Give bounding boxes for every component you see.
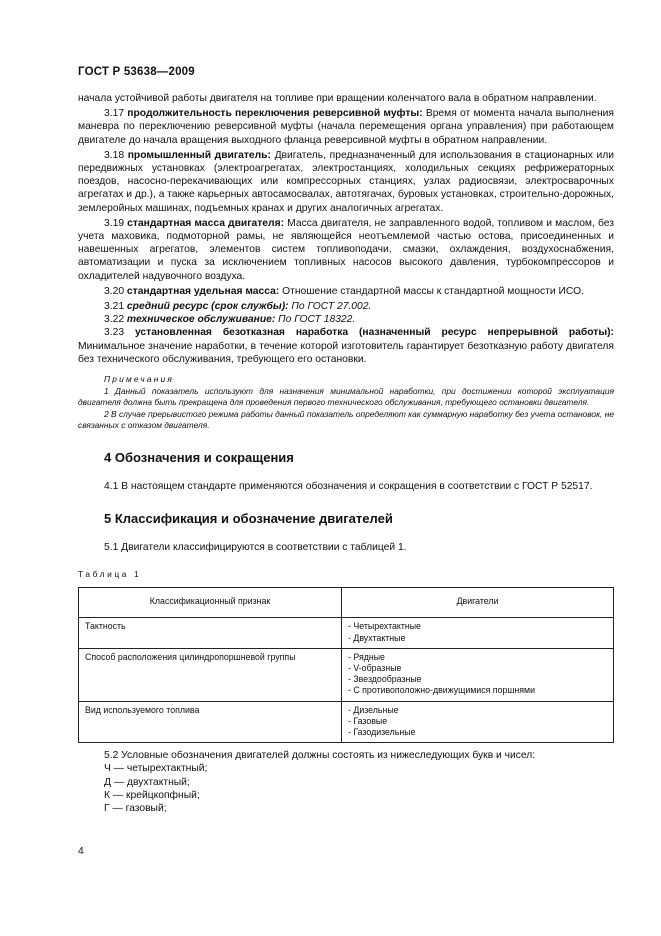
- note-2: 2 В случае прерывистого режима работы данный показатель определяют как суммарную наработку без учета остановок, не связанных с отказом двигателя.: [78, 408, 614, 431]
- list-item: Г — газовый;: [104, 803, 167, 815]
- definition-3-22: 3.22 техническое обслуживание: По ГОСТ 18322.: [104, 314, 356, 326]
- notes-block: [78, 374, 614, 432]
- table-cell-values: - Рядные - V-образные - Звездообразные - С противоположно-движущимися поршнями: [342, 648, 614, 701]
- section-5-text: 5.1 Двигатели классифицируются в соответствии с таблицей 1.: [104, 541, 407, 553]
- table-cell-feature: Вид используемого топлива: [79, 701, 342, 743]
- table-header-engines: Двигатели: [342, 588, 614, 618]
- table-cell-feature: Тактность: [79, 618, 342, 648]
- list-item: Д — двухтактный;: [104, 776, 190, 788]
- table-header-row: [79, 588, 614, 618]
- letter-list: [78, 762, 614, 815]
- term-3-19: стандартная масса двигателя:: [127, 217, 285, 229]
- term-3-17: продолжительность переключения реверсивной муфты:: [127, 108, 423, 120]
- term-3-22: техническое обслуживание:: [126, 314, 276, 326]
- page-content: [78, 92, 614, 815]
- term-3-23: установленная безотказная наработка (назначенный ресурс непрерывной работы):: [134, 327, 614, 339]
- table-cell-feature: Способ расположения цилиндропоршневой группы: [79, 648, 342, 701]
- section-4-heading: 4 Обозначения и сокращения: [104, 449, 294, 465]
- definition-3-23: 3.23 установленная безотказная наработка (назначенный ресурс непрерывной работы): Минимальное значение наработки, в течение которой изготовитель гарантирует безотказную работу двигателя без технического обслуживания, требующего его остановки.: [78, 327, 614, 365]
- classification-table: [78, 587, 614, 743]
- paragraph-5-2: 5.2 Условные обозначения двигателей должны состоять из нижеследующих букв и чисел:: [104, 750, 536, 762]
- table-cell-values: - Дизельные - Газовые - Газодизельные: [342, 701, 614, 743]
- page-number: 4: [78, 846, 84, 857]
- definition-3-19: 3.19 стандартная масса двигателя: Масса двигателя, не заправленного водой, топливом и маслом, без учета маховика, подмоторной рамы, не являющейся неотъемлемой частью остова, присоединенных и навешенных агрегатов, элементов систем топливоподачи, смазки, охлаждения, воздухоснабжения, автоматизации и пуска за исключением топливных насосов высокого давления, турбокомпрессоров и охладителей надувочного воздуха.: [78, 217, 614, 282]
- table-row: [79, 618, 614, 648]
- table-header-feature: Классификационный признак: [79, 588, 342, 618]
- term-3-18: промышленный двигатель:: [127, 149, 271, 161]
- section-5-heading: 5 Классификация и обозначение двигателей: [104, 510, 393, 526]
- section-4-text: 4.1 В настоящем стандарте применяются обозначения и сокращения в соответствии с ГОСТ Р 52517.: [104, 480, 593, 492]
- notes-title: Примечания: [104, 374, 175, 385]
- term-3-20: стандартная удельная масса:: [126, 285, 280, 297]
- definition-3-20: 3.20 стандартная удельная масса: Отношение стандартной массы к стандартной мощности ИСО.: [104, 285, 584, 297]
- table-cell-values: - Четырехтактные - Двухтактные: [342, 618, 614, 648]
- note-1: 1 Данный показатель используют для назначения минимальной наработки, при достижении которой эксплуатация двигателя должна быть прекращена для проведения первого технического обслуживания, требующего остановки двигателя.: [78, 385, 614, 408]
- table-row: [79, 701, 614, 743]
- definition-3-21: 3.21 средний ресурс (срок службы): По ГОСТ 27.002.: [104, 301, 372, 313]
- list-item: К — крейцкопфный;: [104, 789, 200, 801]
- table-caption: Таблица 1: [78, 568, 142, 579]
- definition-3-18: 3.18 промышленный двигатель: Двигатель, предназначенный для использования в стационарных или передвижных установках (электроагрегатах, электростанциях, холодильных секциях рефрижераторных поездов, насосно-перекачивающих или компрессорных станциях, узлах радиосвязи, электросварочных агрегатах и др.), а также карьерных автосамосвалах, автотягачах, буровых установках, строительно-дорожных, землеройных машинах, подъемных кранах и других аналогичных агрегатах.: [78, 149, 614, 214]
- definition-3-17: 3.17 продолжительность переключения реверсивной муфты: Время от момента начала выполнения маневра по переключению реверсивной муфты (начала перемещения органа управления) при работающем двигателе до начала вращения выходного фланца реверсивной муфты в обратном направлении.: [78, 108, 614, 146]
- document-header: ГОСТ Р 53638—2009: [78, 66, 195, 78]
- term-3-21: средний ресурс (срок службы):: [126, 301, 289, 313]
- list-item: Ч — четырехтактный;: [104, 763, 208, 775]
- continuation-paragraph: начала устойчивой работы двигателя на топливе при вращении коленчатого вала в обратном направлении.: [78, 93, 597, 104]
- table-row: [79, 648, 614, 701]
